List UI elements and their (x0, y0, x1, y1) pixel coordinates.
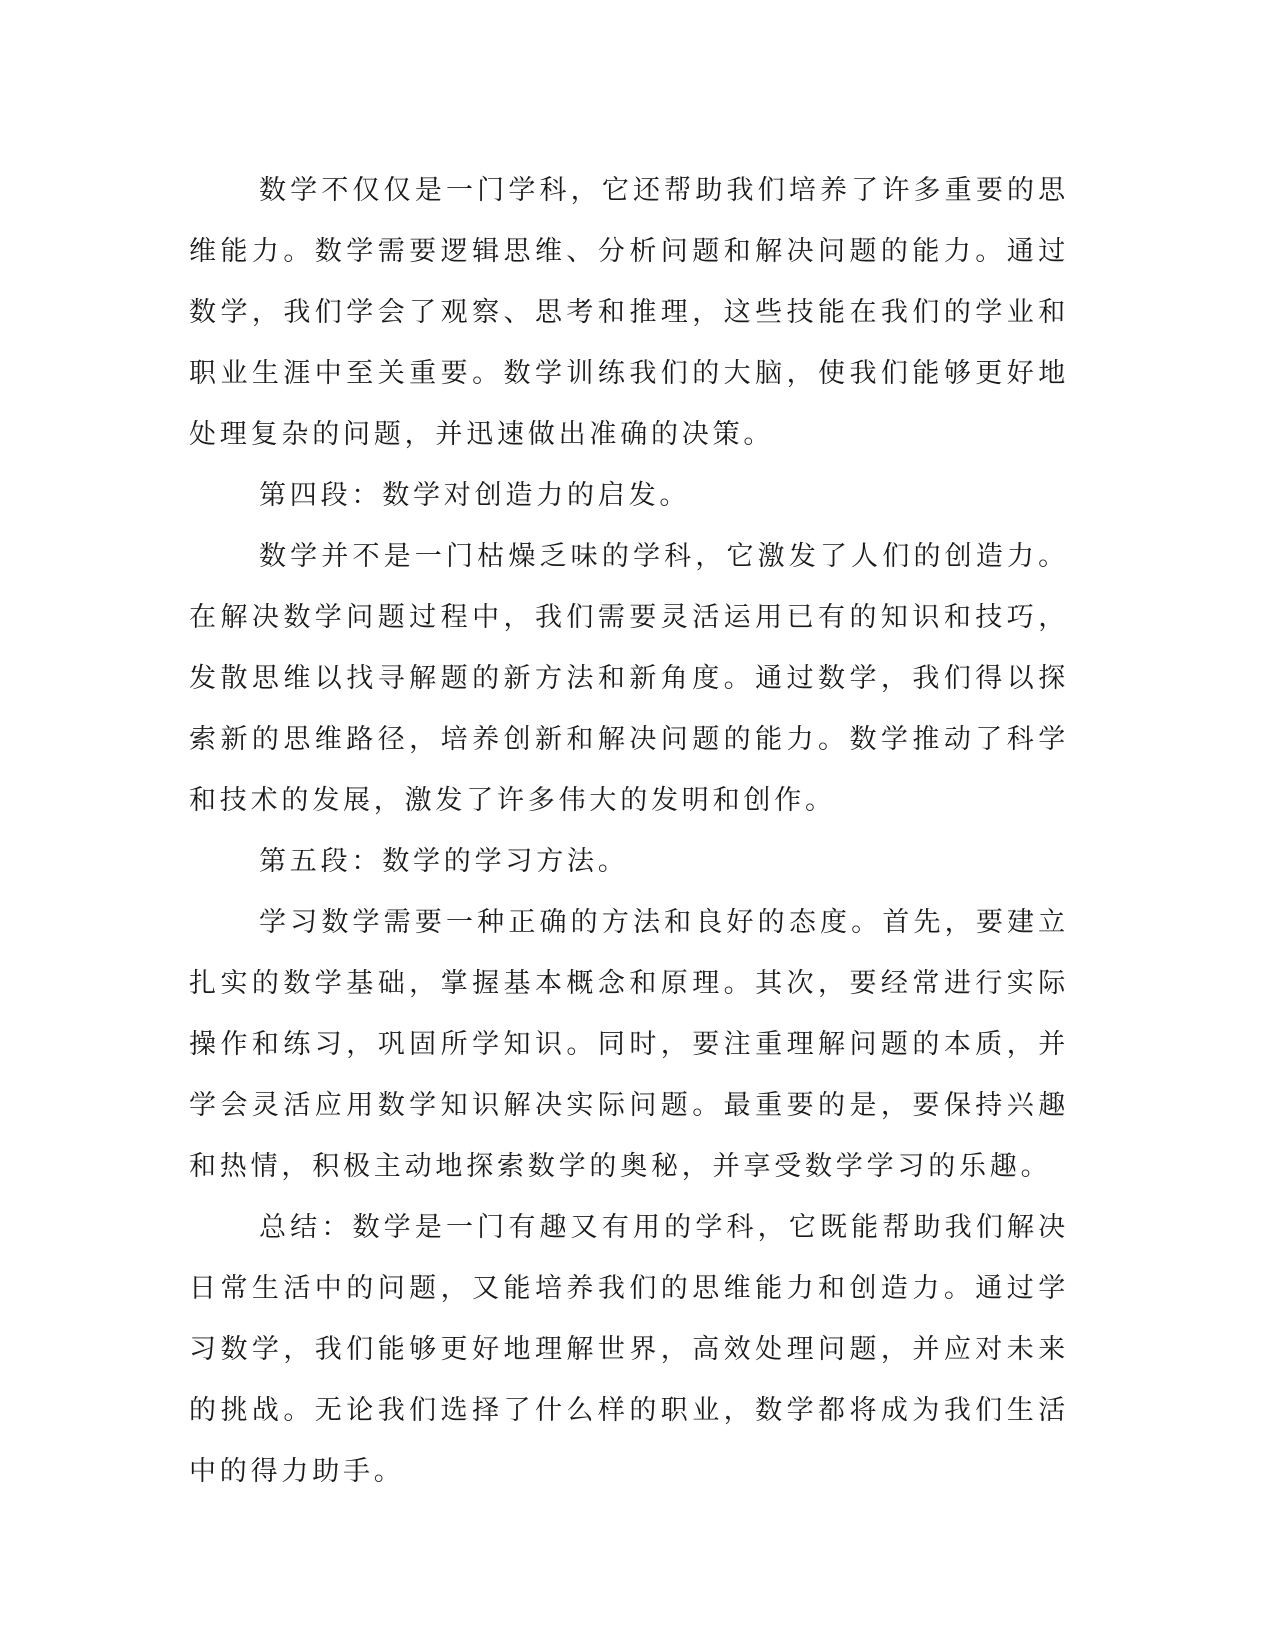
paragraph-learning-methods: 学习数学需要一种正确的方法和良好的态度。首先，要建立扎实的数学基础，掌握基本概念和原理。其次，要经常进行实际操作和练习，巩固所学知识。同时，要注重理解问题的本质，并学会灵活应用数学知识解决实际问题。最重要的是，要保持兴趣和热情，积极主动地探索数学的奥秘，并享受数学学习的乐趣。 (189, 907, 1069, 1182)
section-heading-four: 第四段：数学对创造力的启发。 (259, 480, 691, 511)
section-heading-five: 第五段：数学的学习方法。 (259, 846, 629, 877)
document-body (189, 160, 1069, 1502)
paragraph-summary: 总结：数学是一门有趣又有用的学科，它既能帮助我们解决日常生活中的问题，又能培养我们的思维能力和创造力。通过学习数学，我们能够更好地理解世界，高效处理问题，并应对未来的挑战。无论我们选择了什么样的职业，数学都将成为我们生活中的得力助手。 (189, 1212, 1069, 1487)
paragraph-thinking-skills: 数学不仅仅是一门学科，它还帮助我们培养了许多重要的思维能力。数学需要逻辑思维、分析问题和解决问题的能力。通过数学，我们学会了观察、思考和推理，这些技能在我们的学业和职业生涯中至关重要。数学训练我们的大脑，使我们能够更好地处理复杂的问题，并迅速做出准确的决策。 (189, 175, 1069, 450)
paragraph-creativity: 数学并不是一门枯燥乏味的学科，它激发了人们的创造力。在解决数学问题过程中，我们需要灵活运用已有的知识和技巧，发散思维以找寻解题的新方法和新角度。通过数学，我们得以探索新的思维路径，培养创新和解决问题的能力。数学推动了科学和技术的发展，激发了许多伟大的发明和创作。 (189, 541, 1069, 816)
